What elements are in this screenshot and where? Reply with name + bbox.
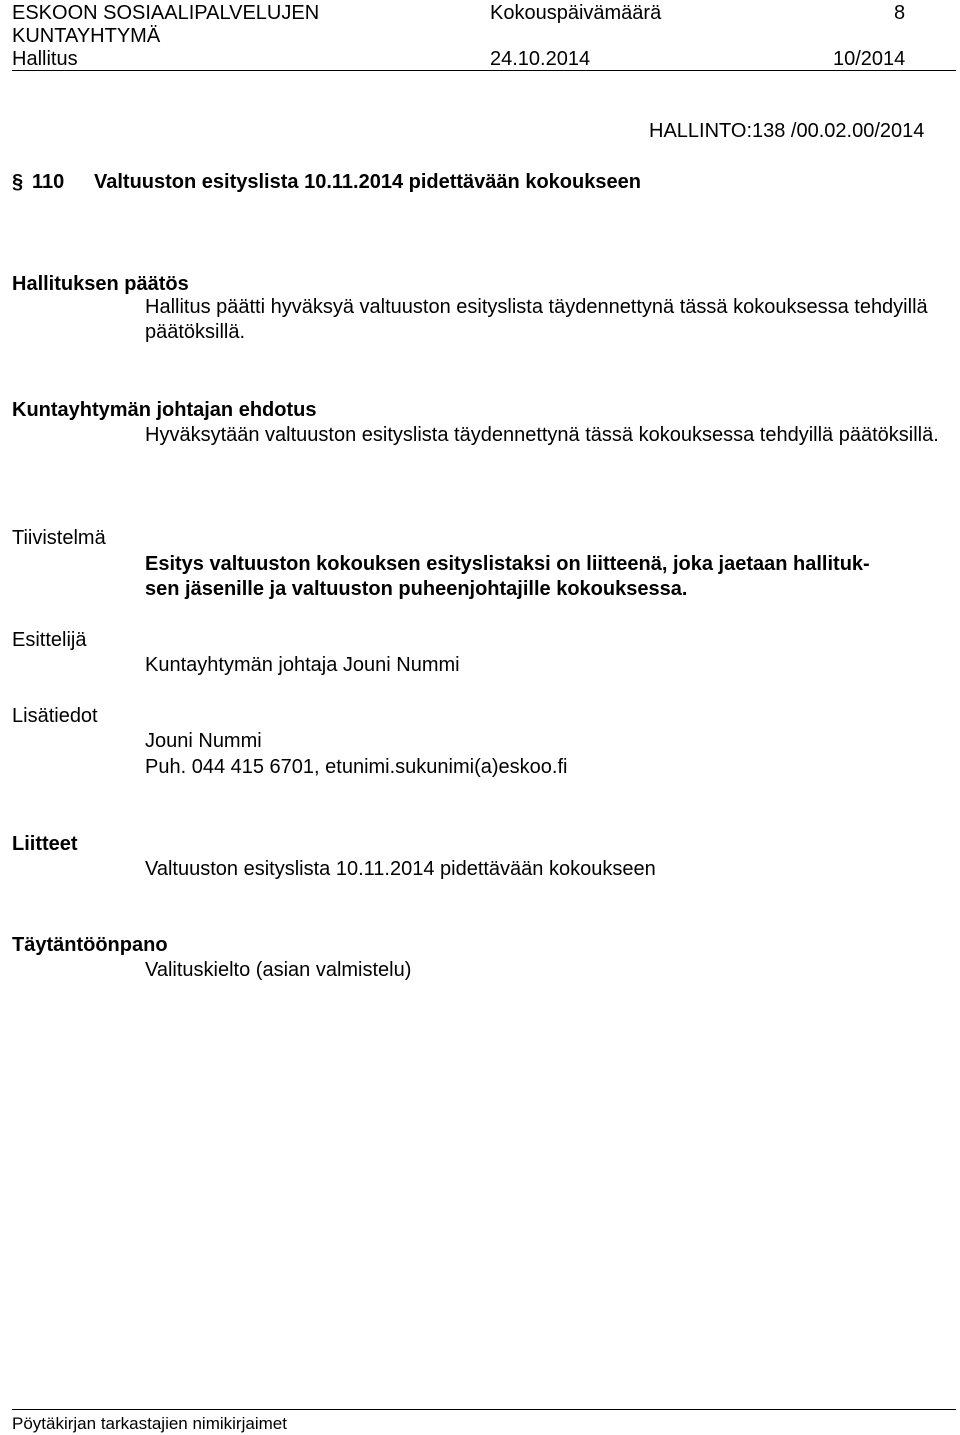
summary-text-line2: sen jäsenille ja valtuuston puheenjohtajille kokouksessa. [145, 578, 688, 600]
decision-heading: Hallituksen päätös [12, 273, 189, 295]
footer-divider [12, 1409, 956, 1410]
section-symbol: § [12, 171, 24, 193]
proposal-text: Hyväksytään valtuuston esityslista täydennettynä tässä kokouksessa tehdyillä päätöksillä. [145, 424, 939, 446]
meeting-date: 24.10.2014 [490, 48, 591, 70]
meeting-date-label: Kokouspäivämäärä [490, 2, 662, 24]
header-divider [12, 70, 956, 71]
meeting-number: 10/2014 [833, 48, 906, 70]
page-number: 8 [894, 2, 906, 24]
proposal-heading: Kuntayhtymän johtajan ehdotus [12, 399, 317, 421]
section-heading: Valtuuston esityslista 10.11.2014 pidettävään kokoukseen [94, 171, 641, 193]
footer-text: Pöytäkirjan tarkastajien nimikirjaimet [12, 1414, 287, 1433]
presenter-value: Kuntayhtymän johtaja Jouni Nummi [145, 654, 460, 676]
implementation-heading: Täytäntöönpano [12, 934, 168, 956]
record-code: HALLINTO:138 /00.02.00/2014 [649, 120, 925, 142]
info-label: Lisätiedot [12, 705, 98, 727]
organization-name-line2: KUNTAYHTYMÄ [12, 25, 161, 47]
section-title [12, 172, 641, 192]
info-name: Jouni Nummi [145, 730, 262, 752]
info-contact: Puh. 044 415 6701, etunimi.sukunimi(a)eskoo.fi [145, 756, 568, 778]
implementation-value: Valituskielto (asian valmistelu) [145, 959, 412, 981]
summary-label: Tiivistelmä [12, 527, 106, 549]
summary-text-line1: Esitys valtuuston kokouksen esityslistaksi on liitteenä, joka jaetaan hallituk- [145, 553, 870, 575]
decision-text: Hallitus päätti hyväksyä valtuuston esityslista täydennettynä tässä kokouksessa tehdyillä päätöksillä. [145, 296, 928, 343]
section-number: 110 [32, 171, 65, 193]
organization-name-line1: ESKOON SOSIAALIPALVELUJEN [12, 2, 320, 24]
attachment-item: Valtuuston esityslista 10.11.2014 pidettävään kokoukseen [145, 858, 656, 880]
presenter-label: Esittelijä [12, 629, 87, 651]
body-name: Hallitus [12, 48, 78, 70]
attachments-heading: Liitteet [12, 833, 78, 855]
